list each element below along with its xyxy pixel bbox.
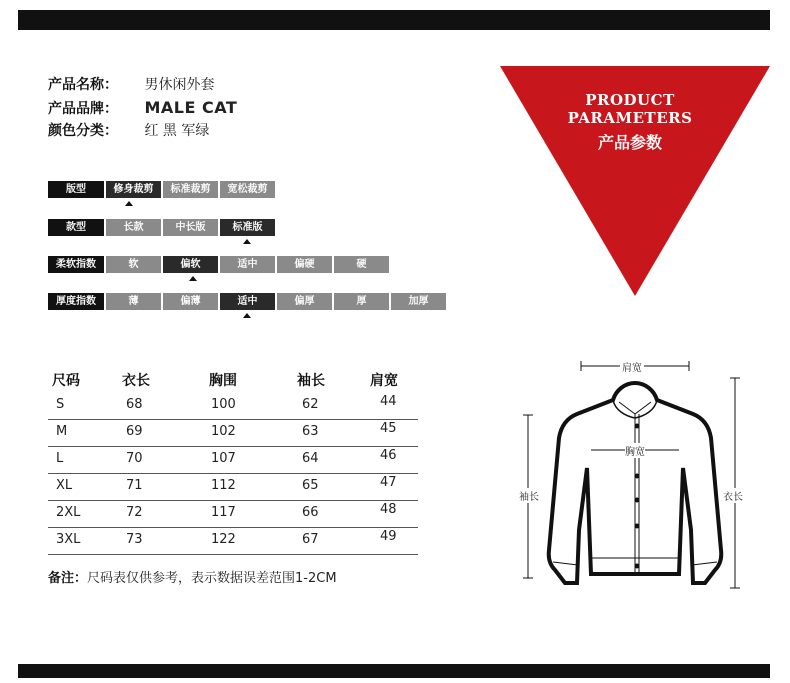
param-thickness-option: 厚 xyxy=(334,293,389,310)
param-softness-option: 偏软 xyxy=(163,256,218,273)
table-cell: 65 xyxy=(302,478,319,493)
note-text: 尺码表仅供参考，表示数据误差范围1-2CM xyxy=(87,571,337,586)
product-name-row xyxy=(48,76,214,94)
table-cell: 102 xyxy=(211,424,236,439)
table-header-shoulder: 肩宽 xyxy=(370,373,398,389)
table-cell: L xyxy=(56,451,64,466)
table-cell: 70 xyxy=(126,451,143,466)
table-row xyxy=(48,473,418,501)
param-style-option: 标准版 xyxy=(220,219,275,236)
param-fit-option: 宽松裁剪 xyxy=(220,181,275,198)
param-fit-option: 修身裁剪 xyxy=(106,181,161,198)
product-brand-value: MALE CAT xyxy=(144,98,238,117)
table-cell: M xyxy=(56,424,68,439)
param-thickness-option: 偏厚 xyxy=(277,293,332,310)
table-cell: XL xyxy=(56,478,73,493)
diagram-chest-label: 胸宽 xyxy=(625,443,645,458)
param-style-row xyxy=(48,219,277,236)
product-name-value: 男休闲外套 xyxy=(144,77,215,93)
table-header-chest: 胸围 xyxy=(209,373,237,389)
table-cell: 69 xyxy=(126,424,143,439)
param-fit-row xyxy=(48,181,277,198)
product-color-label: 颜色分类： xyxy=(48,123,118,139)
param-thickness-option: 偏薄 xyxy=(163,293,218,310)
param-fit-option: 标准裁剪 xyxy=(163,181,218,198)
param-softness-option: 适中 xyxy=(220,256,275,273)
table-cell: 45 xyxy=(380,421,397,436)
size-note xyxy=(48,567,337,586)
top-bar xyxy=(18,10,770,30)
table-header-length: 衣长 xyxy=(122,373,150,389)
table-cell: 117 xyxy=(211,505,236,520)
table-row xyxy=(48,446,418,474)
param-fit-label: 版型 xyxy=(48,181,104,198)
table-cell: 2XL xyxy=(56,505,81,520)
param-softness-label: 柔软指数 xyxy=(48,256,104,273)
param-thickness-option: 适中 xyxy=(220,293,275,310)
param-style-label: 款型 xyxy=(48,219,104,236)
table-cell: 112 xyxy=(211,478,236,493)
table-cell: 49 xyxy=(380,529,397,544)
table-header-size: 尺码 xyxy=(52,373,80,389)
param-softness-option: 偏硬 xyxy=(277,256,332,273)
banner-title-en-1: PRODUCT xyxy=(585,91,675,109)
product-color-value: 红 黑 军绿 xyxy=(144,123,210,139)
table-cell: 67 xyxy=(302,532,319,547)
product-name-label: 产品名称： xyxy=(48,77,118,93)
table-cell: 47 xyxy=(380,475,397,490)
size-table xyxy=(48,364,418,559)
product-brand-label: 产品品牌： xyxy=(48,101,118,117)
jacket-measure-diagram xyxy=(515,350,765,600)
note-label: 备注： xyxy=(48,571,88,586)
diagram-length-label: 衣长 xyxy=(723,488,743,503)
table-row xyxy=(48,527,418,555)
banner-title-en-2: PARAMETERS xyxy=(567,109,693,127)
diagram-shoulder-label: 肩宽 xyxy=(620,359,644,374)
table-row xyxy=(48,419,418,447)
bottom-bar xyxy=(18,664,770,678)
table-cell: 63 xyxy=(302,424,319,439)
table-cell: 48 xyxy=(380,502,397,517)
product-brand-row xyxy=(48,99,237,118)
param-softness-option: 硬 xyxy=(334,256,389,273)
banner-title-cn: 产品参数 xyxy=(597,133,662,152)
table-cell: 44 xyxy=(380,394,397,409)
param-thickness-option: 加厚 xyxy=(391,293,446,310)
table-cell: 64 xyxy=(302,451,319,466)
table-cell: 46 xyxy=(380,448,397,463)
diagram-sleeve-label: 袖长 xyxy=(519,488,539,503)
table-header-sleeve: 袖长 xyxy=(297,373,325,389)
table-cell: 107 xyxy=(211,451,236,466)
table-cell: S xyxy=(56,397,65,412)
table-cell: 68 xyxy=(126,397,143,412)
table-row xyxy=(48,500,418,528)
param-style-option: 长款 xyxy=(106,219,161,236)
table-cell: 100 xyxy=(211,397,236,412)
param-softness-row xyxy=(48,256,391,273)
table-cell: 72 xyxy=(126,505,143,520)
param-thickness-indicator xyxy=(243,313,251,318)
param-thickness-label: 厚度指数 xyxy=(48,293,104,310)
param-thickness-option: 薄 xyxy=(106,293,161,310)
table-row xyxy=(48,392,418,420)
param-softness-option: 软 xyxy=(106,256,161,273)
param-thickness-row xyxy=(48,293,448,310)
table-cell: 73 xyxy=(126,532,143,547)
product-color-row xyxy=(48,122,209,140)
table-cell: 3XL xyxy=(56,532,81,547)
param-style-indicator xyxy=(243,239,251,244)
param-style-option: 中长版 xyxy=(163,219,218,236)
table-cell: 62 xyxy=(302,397,319,412)
param-fit-indicator xyxy=(125,201,133,206)
table-cell: 71 xyxy=(126,478,143,493)
param-softness-indicator xyxy=(189,276,197,281)
table-cell: 66 xyxy=(302,505,319,520)
table-cell: 122 xyxy=(211,532,236,547)
